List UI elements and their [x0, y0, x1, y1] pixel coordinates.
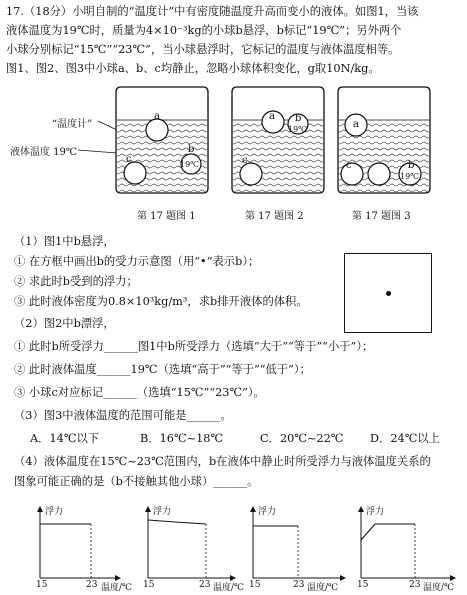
thermometer-label: “温度计”: [52, 119, 93, 130]
q17-stem-line1: 17.（18分）小明自制的“温度计”中有密度随温度升高而变小的液体。如图1，当该: [6, 5, 419, 18]
ball-c: [240, 163, 262, 185]
fig3-b-mark: 19℃: [400, 172, 420, 181]
part1-q2: ② 求此时b受到的浮力；: [14, 275, 138, 288]
part3-head: （3）图3中液体温度的范围可能是______。: [14, 409, 232, 422]
figure-3-beaker: [334, 86, 434, 198]
q17-stem-line2: 液体温度为19℃时，质量为4×10⁻³kg的小球b悬浮，b标记“19℃”；另外两个: [6, 24, 402, 37]
fig1-ball-c-label: c: [126, 154, 132, 165]
option-a: A．14℃以下: [30, 432, 100, 445]
part1-q1: ① 在方框中画出b的受力示意图（用“•”表示b）；: [14, 255, 260, 268]
fig3-ball-b-label: b: [408, 160, 415, 171]
graph-c: 浮力 15 23 温度/℃: [243, 504, 348, 592]
figure-1-caption: 第 17 题图 1: [137, 211, 196, 222]
graph-d: 浮力 15 23 温度/℃: [357, 507, 455, 593]
part1-q3: ③ 此时液体密度为0.8×10³kg/m³，求b排开液体的体积。: [14, 295, 308, 308]
fig1-b-mark: 19℃: [180, 160, 200, 169]
figure-2-beaker: [228, 86, 328, 198]
option-d: D．24℃以上: [370, 432, 440, 445]
graph-d-line: [361, 524, 415, 540]
fig1-ball-b-label: b: [188, 144, 195, 155]
fig3-ball-c-label: c: [346, 160, 352, 171]
ball-a: [146, 119, 168, 141]
fig2-b-mark: 19℃: [288, 125, 308, 134]
graph-b: 浮力 15 23 温度/℃: [143, 507, 245, 593]
part2-q1: ① 此时b所受浮力______图1中b所受浮力（选填“大于”“等于”“小于”）；: [14, 340, 374, 353]
graph-a: 浮力 15 23 温度/℃: [36, 507, 133, 593]
part1-head: （1）图1中b悬浮，: [14, 235, 115, 248]
force-diagram-box[interactable]: [344, 253, 432, 333]
q17-stem-line4: 图1、图2、图3中小球a、b、c均静止，忽略小球体积变化，g取10N/kg。: [6, 62, 380, 75]
part2-q3: ③ 小球c对应标记______（选填“15℃”“23℃”）。: [14, 386, 265, 399]
ball-c2: [368, 163, 390, 185]
ball-c: [341, 163, 363, 185]
part4-line1: （4）液体温度在15℃~23℃范围内，b在液体中静止时所受浮力与液体温度关系的: [14, 455, 431, 468]
graph-b-line: [148, 520, 206, 524]
fig1-ball-a-label: a: [154, 111, 160, 122]
fig2-ball-b-label: b: [295, 113, 302, 124]
option-b: B．16℃~18℃: [140, 432, 224, 445]
option-c: C．20℃~22℃: [260, 432, 344, 445]
fig2-ball-a-label: a: [269, 111, 275, 122]
part2-q2: ② 此时液体温度______19℃（选填“高于”“等于”“低于”）；: [14, 363, 311, 376]
part4-line2: 图象可能正确的是（b不接触其他小球）______。: [14, 475, 259, 488]
liquid-temp-label: 液体温度 19℃: [10, 147, 78, 158]
figure-1-balls: [112, 86, 212, 198]
ball-c: [124, 162, 146, 184]
fig3-ball-a-label: a: [353, 119, 359, 130]
figure-3-caption: 第 17 题图 3: [352, 211, 411, 222]
part2-head: （2）图2中b漂浮，: [14, 317, 115, 330]
fig2-ball-c-label: c: [242, 155, 248, 166]
figure-2-caption: 第 17 题图 2: [245, 211, 304, 222]
q17-stem-line3: 小球分别标记“15℃”“23℃”，当小球悬浮时，它标记的温度与液体温度相等。: [6, 43, 400, 56]
ball-b-dot: [386, 291, 391, 296]
